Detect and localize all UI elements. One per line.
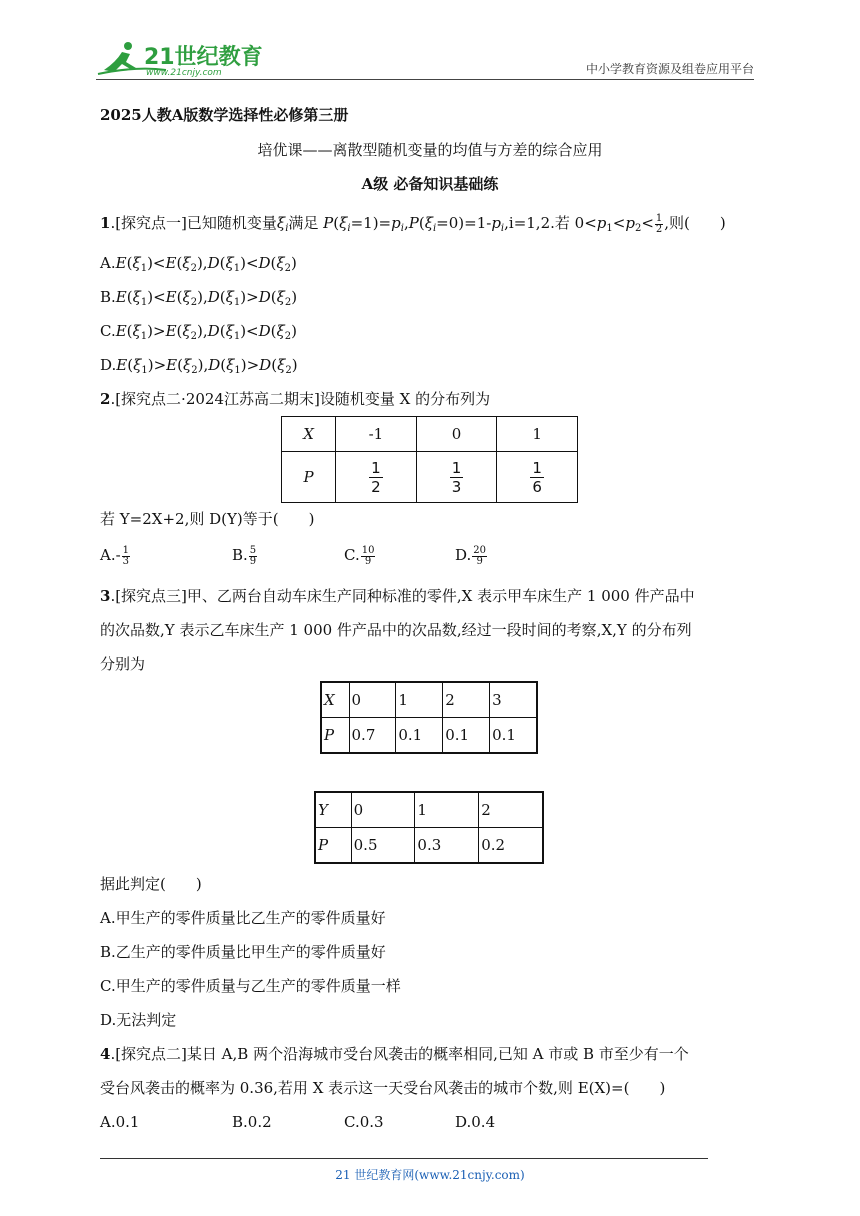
logo-text: 21世纪教育 [144,45,263,70]
q1-option-a[interactable]: $A.E(\xi_1)<E(\xi_2),D(\xi_1)<D(\xi_2)$ [100,254,297,274]
q3-stem-line3: 分别为 [100,655,146,673]
q3-question: 据此判定( ) [100,875,202,893]
q4-option-a[interactable]: A.0.1 [100,1113,140,1131]
header-slogan: 中小学教育资源及组卷应用平台 [585,62,754,76]
fraction-cell: $\frac{1}{6}$ [532,458,542,496]
runner-logo-icon [96,40,266,78]
fraction-cell: $\frac{1}{3}$ [451,458,462,496]
q2-option-d[interactable]: D. $\frac{20}{9}$ [455,544,486,567]
footer-text[interactable]: 21 世纪教育网(www.21cnjy.com) [335,1168,525,1182]
q2-stem: 2.[探究点二·2024江苏高二期末]设随机变量 X 的分布列为 [100,390,491,408]
q1-number: 1 [100,214,111,232]
q3-stem-line1: 3.[探究点三]甲、乙两台自动车床生产同种标准的零件,X 表示甲车床生产 1 000 件产品中 [100,587,695,605]
logo [96,40,266,76]
q3-option-d[interactable]: D.无法判定 [100,1011,177,1029]
section-title: A级 必备知识基础练 [361,175,499,193]
q3-option-a[interactable]: A.甲生产的零件质量比乙生产的零件质量好 [100,909,386,927]
q2-distribution-table: X -1 0 1 P $\frac{1}{2}$ $\frac{1}{3}$ $\frac{1}{6}$ [281,416,578,503]
q1-option-c[interactable]: $C.E(\xi_1)>E(\xi_2),D(\xi_1)<D(\xi_2)$ [100,322,298,342]
q2-number: 2 [100,390,111,408]
logo-url: www.21cnjy.com [146,68,222,78]
q3-table-y: Y 0 1 2 P 0.5 0.3 0.2 [314,791,544,864]
header-divider [96,79,754,80]
q2-option-b[interactable]: B. $\frac{5}{9}$ [232,544,257,567]
q3-option-b[interactable]: B.乙生产的零件质量比甲生产的零件质量好 [100,943,386,961]
q2-option-c[interactable]: C. $\frac{10}{9}$ [344,544,375,567]
q4-option-b[interactable]: B.0.2 [232,1113,272,1131]
q2-question: 若 Y=2X+2,则 D(Y)等于( ) [100,510,315,528]
q1-option-b[interactable]: $B.E(\xi_1)<E(\xi_2),D(\xi_1)>D(\xi_2)$ [100,288,298,308]
doc-subtitle: 培优课——离散型随机变量的均值与方差的综合应用 [257,141,603,159]
q4-option-c[interactable]: C.0.3 [344,1113,384,1131]
q3-stem-line2: 的次品数,Y 表示乙车床生产 1 000 件产品中的次品数,经过一段时间的考察,X,Y 的分布列 [100,621,692,639]
footer-divider [100,1158,708,1159]
q1-option-d[interactable]: $D.E(\xi_1)>E(\xi_2),D(\xi_1)>D(\xi_2)$ [100,356,298,376]
q4-option-d[interactable]: D.0.4 [455,1113,496,1131]
q4-stem-line2: 受台风袭击的概率为 0.36,若用 X 表示这一天受台风袭击的城市个数,则 E(X)=( ) [100,1079,666,1097]
q1-stem: 1.[探究点一]已知随机变量$\xi_i$满足 $P(\xi_i=1)=p_i,P(\xi_i=0)=1-p_i,i=1,2$.若 $0<p_1<p_2<$ $\frac{1}{2}$ ,则( ) [100,212,726,235]
doc-title: 2025人教A版数学选择性必修第三册 [100,106,349,124]
q3-option-c[interactable]: C.甲生产的零件质量与乙生产的零件质量一样 [100,977,401,995]
q3-number: 3 [100,587,111,605]
q3-table-x: X 0 1 2 3 P 0.7 0.1 0.1 0.1 [320,681,538,754]
q2-option-a[interactable]: A.- $\frac{1}{3}$ [100,544,130,567]
fraction-cell: $\frac{1}{2}$ [371,458,381,496]
fraction-one-half: $\frac{1}{2}$ [655,212,663,235]
q4-number: 4 [100,1045,111,1063]
q4-stem-line1: 4.[探究点二]某日 A,B 两个沿海城市受台风袭击的概率相同,已知 A 市或 B 市至少有一个 [100,1045,689,1063]
